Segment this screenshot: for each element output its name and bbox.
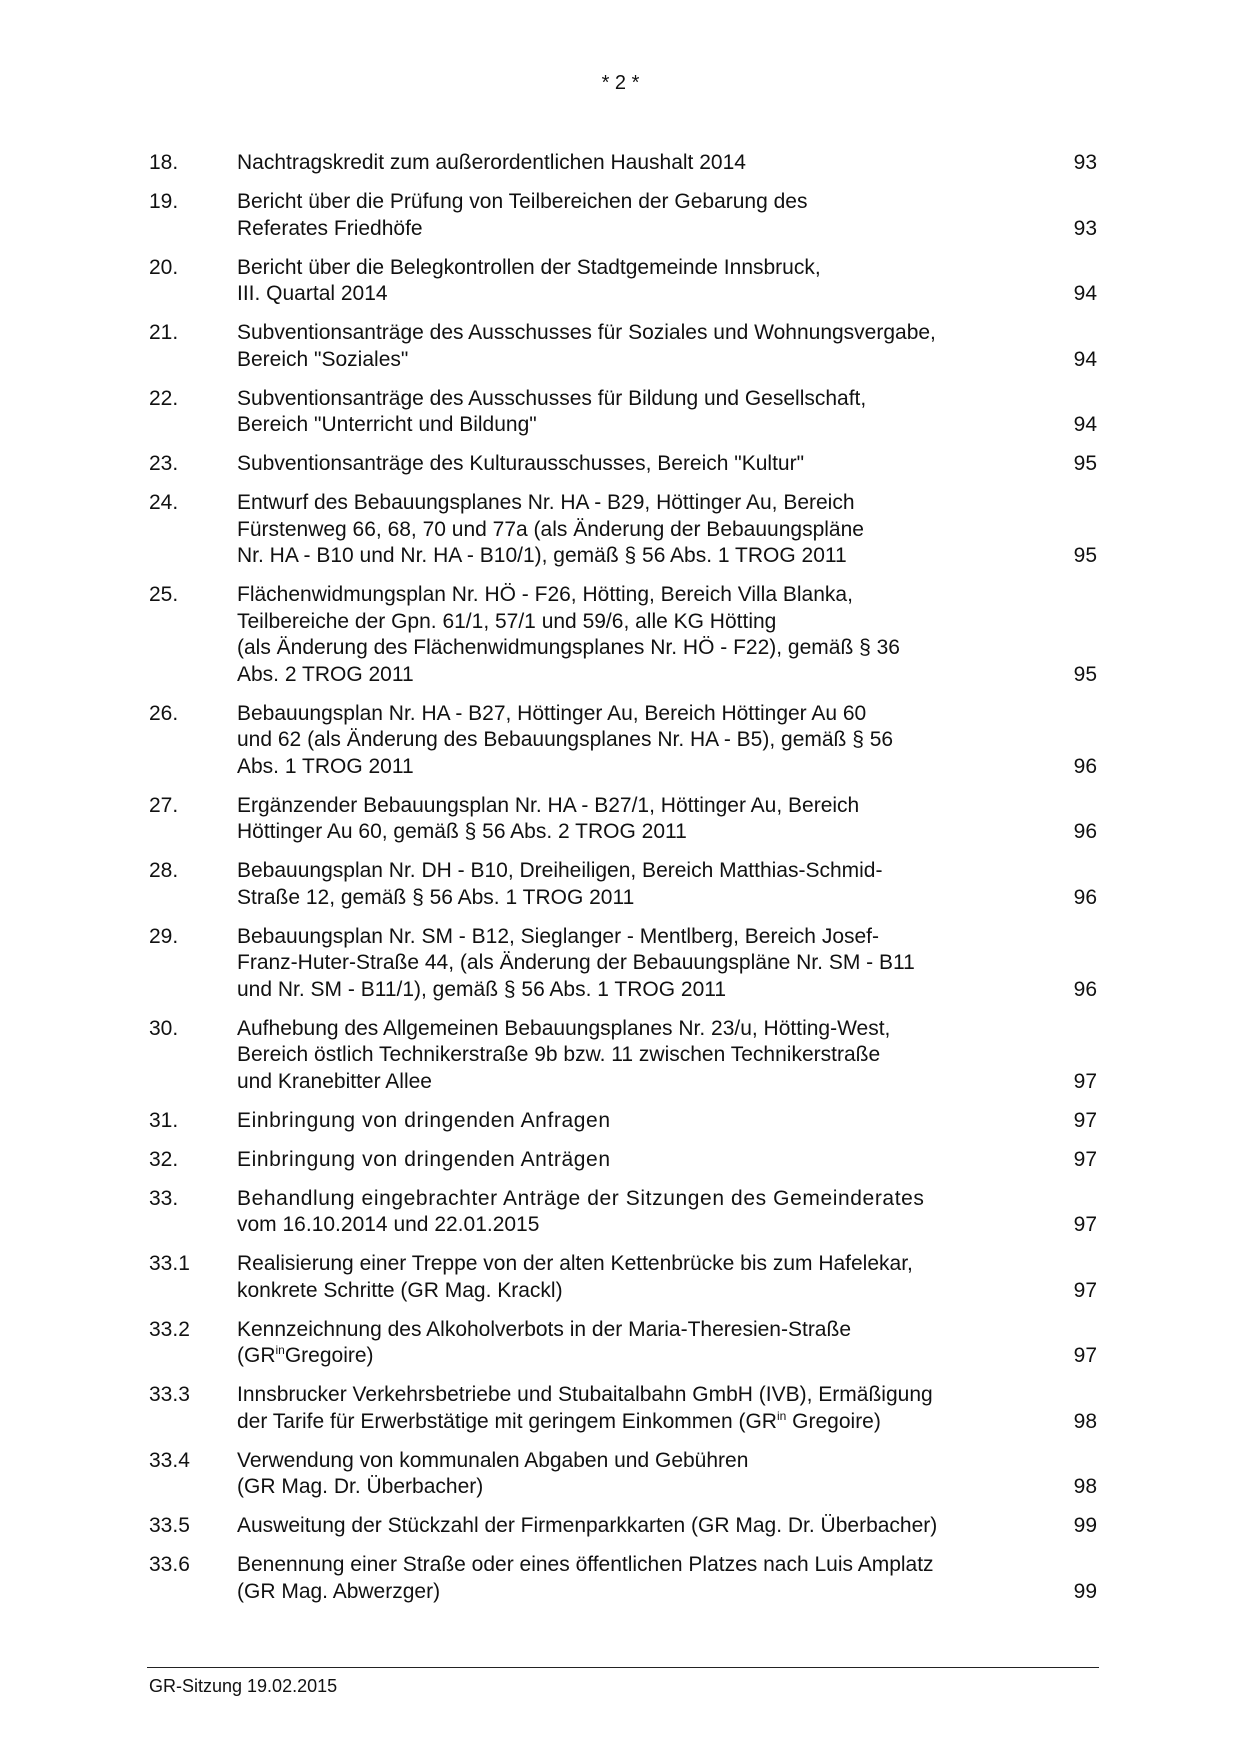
entry-line: Teilbereiche der Gpn. 61/1, 57/1 und 59/6, alle KG Hötting — [237, 609, 777, 633]
entry-number: 33.1 — [149, 1252, 190, 1275]
entry-number: 33.3 — [149, 1383, 190, 1406]
entry-page: 95 — [1073, 544, 1097, 567]
entry-line: Franz-Huter-Straße 44, (als Änderung der Bebauungspläne Nr. SM - B11 — [237, 951, 915, 974]
entry-text — [237, 793, 1027, 846]
entry-line: Aufhebung des Allgemeinen Bebauungsplanes Nr. 23/u, Hötting-West, — [237, 1016, 891, 1040]
toc-entry-32 — [149, 1147, 1097, 1174]
entry-line: Entwurf des Bebauungsplanes Nr. HA - B29, Höttinger Au, Bereich — [237, 491, 855, 514]
entry-line: Höttinger Au 60, gemäß § 56 Abs. 2 TROG 2011 — [237, 820, 687, 843]
entry-line: Bereich "Soziales" — [237, 347, 409, 371]
entry-text — [237, 582, 1027, 688]
entry-number: 24. — [149, 491, 179, 514]
entry-line: Innsbrucker Verkehrsbetriebe und Stubaitalbahn GmbH (IVB), Ermäßigung — [237, 1383, 933, 1406]
toc-entry-24 — [149, 490, 1097, 570]
entry-page: 96 — [1073, 820, 1097, 843]
entry-number: 26. — [149, 701, 179, 725]
footer-divider — [147, 1667, 1099, 1668]
entry-text — [237, 701, 1027, 781]
entry-line — [237, 1343, 1027, 1370]
entry-line: Subventionsanträge des Ausschusses für Soziales und Wohnungsvergabe, — [237, 321, 936, 344]
entry-line: Subventionsanträge des Kulturausschusses, Bereich "Kultur" — [237, 452, 805, 475]
entry-line — [237, 1409, 1027, 1436]
entry-page: 97 — [1073, 1278, 1097, 1302]
entry-line: Einbringung von dringenden Anfragen — [237, 1108, 611, 1132]
entry-page: 97 — [1073, 1213, 1097, 1236]
toc-entry-21 — [149, 320, 1097, 373]
entry-line: Behandlung eingebrachter Anträge der Sitzungen des Gemeinderates — [237, 1186, 925, 1210]
entry-line: und Kranebitter Allee — [237, 1069, 432, 1093]
entry-page: 94 — [1073, 413, 1097, 436]
entry-line: Einbringung von dringenden Anträgen — [237, 1147, 611, 1171]
toc-entry-33-3 — [149, 1382, 1097, 1435]
entry-line: Ausweitung der Stückzahl der Firmenparkkarten (GR Mag. Dr. Überbacher) — [237, 1514, 938, 1537]
entry-line: Flächenwidmungsplan Nr. HÖ - F26, Hötting, Bereich Villa Blanka, — [237, 583, 853, 606]
entry-page: 93 — [1073, 151, 1097, 174]
entry-text — [237, 924, 1027, 1004]
toc-entry-33-4 — [149, 1448, 1097, 1501]
entry-number: 31. — [149, 1108, 179, 1132]
entry-line: Nachtragskredit zum außerordentlichen Haushalt 2014 — [237, 151, 746, 174]
entry-line: (GR Mag. Dr. Überbacher) — [237, 1475, 484, 1498]
entry-line: Benennung einer Straße oder eines öffentlichen Platzes nach Luis Amplatz — [237, 1553, 934, 1576]
entry-number: 30. — [149, 1016, 179, 1040]
entry-line: Kennzeichnung des Alkoholverbots in der Maria-Theresien-Straße — [237, 1317, 851, 1341]
entry-line-part: der Tarife für Erwerbstätige mit geringem Einkommen (GR — [237, 1409, 777, 1433]
entry-number: 28. — [149, 859, 179, 882]
entry-page: 99 — [1073, 1579, 1097, 1603]
entry-line: Referates Friedhöfe — [237, 216, 423, 240]
entry-line: vom 16.10.2014 und 22.01.2015 — [237, 1213, 540, 1236]
toc-entry-19 — [149, 189, 1097, 242]
page-number: * 2 * — [601, 72, 640, 94]
entry-line: und Nr. SM - B11/1), gemäß § 56 Abs. 1 TROG 2011 — [237, 977, 727, 1001]
entry-text — [237, 1448, 1027, 1501]
entry-number: 22. — [149, 386, 179, 410]
entry-line: Verwendung von kommunalen Abgaben und Gebühren — [237, 1448, 749, 1472]
toc-entry-28 — [149, 858, 1097, 911]
entry-number: 20. — [149, 255, 179, 279]
entry-text — [237, 386, 1027, 439]
toc-entry-31 — [149, 1108, 1097, 1135]
entry-line: (als Änderung des Flächenwidmungsplanes Nr. HÖ - F22), gemäß § 36 — [237, 636, 900, 659]
entry-text — [237, 1317, 1027, 1370]
entry-line: Bericht über die Belegkontrollen der Stadtgemeinde Innsbruck, — [237, 255, 821, 279]
entry-text — [237, 320, 1027, 373]
entry-line: Bereich "Unterricht und Bildung" — [237, 413, 537, 436]
entry-line: Abs. 1 TROG 2011 — [237, 754, 414, 778]
table-of-contents — [149, 150, 1097, 1618]
entry-text — [237, 1016, 1027, 1096]
entry-number: 25. — [149, 583, 179, 606]
entry-page: 98 — [1073, 1409, 1097, 1433]
entry-line: Bericht über die Prüfung von Teilbereichen der Gebarung des — [237, 190, 808, 213]
entry-text — [237, 490, 1027, 570]
toc-entry-23 — [149, 451, 1097, 478]
entry-line: und 62 (als Änderung des Bebauungsplanes Nr. HA - B5), gemäß § 56 — [237, 728, 894, 751]
entry-number: 33. — [149, 1186, 179, 1210]
entry-page: 96 — [1073, 885, 1097, 909]
entry-number: 33.4 — [149, 1448, 190, 1472]
entry-line: Fürstenweg 66, 68, 70 und 77a (als Änderung der Bebauungspläne — [237, 517, 864, 541]
entry-page: 97 — [1073, 1344, 1097, 1367]
toc-entry-26 — [149, 701, 1097, 781]
entry-number: 33.5 — [149, 1514, 190, 1537]
toc-entry-33-6 — [149, 1552, 1097, 1605]
entry-text — [237, 451, 1027, 478]
entry-text — [237, 1513, 1027, 1540]
entry-text — [237, 1147, 1027, 1174]
toc-entry-33-2 — [149, 1317, 1097, 1370]
entry-line: III. Quartal 2014 — [237, 282, 388, 305]
entry-line: Bebauungsplan Nr. SM - B12, Sieglanger - Mentlberg, Bereich Josef- — [237, 924, 880, 948]
toc-entry-33 — [149, 1186, 1097, 1239]
entry-page: 97 — [1073, 1069, 1097, 1093]
superscript-in: in — [275, 1343, 285, 1357]
entry-page: 95 — [1073, 452, 1097, 475]
entry-text — [237, 189, 1027, 242]
toc-entry-33-1 — [149, 1251, 1097, 1304]
entry-page: 93 — [1073, 216, 1097, 240]
entry-number: 27. — [149, 793, 179, 817]
toc-entry-25 — [149, 582, 1097, 688]
entry-text — [237, 255, 1027, 308]
superscript-in: in — [776, 1408, 787, 1423]
entry-line: Ergänzender Bebauungsplan Nr. HA - B27/1, Höttinger Au, Bereich — [237, 793, 860, 817]
entry-text — [237, 150, 1027, 177]
entry-line-part: (GR — [237, 1344, 276, 1367]
entry-text — [237, 1186, 1027, 1239]
entry-line: Bebauungsplan Nr. HA - B27, Höttinger Au, Bereich Höttinger Au 60 — [237, 701, 867, 725]
entry-page: 97 — [1073, 1147, 1097, 1171]
entry-page: 99 — [1073, 1514, 1097, 1537]
entry-page: 96 — [1073, 977, 1097, 1001]
entry-line-part: Gregoire) — [786, 1409, 881, 1433]
toc-entry-18 — [149, 150, 1097, 177]
entry-line: Abs. 2 TROG 2011 — [237, 662, 414, 686]
toc-entry-30 — [149, 1016, 1097, 1096]
entry-page: 98 — [1073, 1475, 1097, 1498]
entry-text — [237, 1552, 1027, 1605]
toc-entry-33-5 — [149, 1513, 1097, 1540]
entry-line: Subventionsanträge des Ausschusses für Bildung und Gesellschaft, — [237, 386, 867, 410]
entry-line-part: Gregoire) — [284, 1344, 374, 1367]
entry-number: 19. — [149, 190, 179, 213]
entry-number: 32. — [149, 1147, 179, 1171]
entry-text — [237, 1251, 1027, 1304]
entry-text — [237, 1382, 1027, 1435]
entry-number: 18. — [149, 151, 179, 174]
entry-number: 21. — [149, 321, 179, 344]
entry-number: 33.2 — [149, 1317, 190, 1341]
entry-line: (GR Mag. Abwerzger) — [237, 1579, 441, 1603]
entry-page: 94 — [1073, 282, 1097, 305]
toc-entry-27 — [149, 793, 1097, 846]
entry-page: 95 — [1073, 662, 1097, 686]
entry-text — [237, 1108, 1027, 1135]
entry-line: Straße 12, gemäß § 56 Abs. 1 TROG 2011 — [237, 885, 635, 909]
toc-entry-20 — [149, 255, 1097, 308]
entry-line: Realisierung einer Treppe von der alten Kettenbrücke bis zum Hafelekar, — [237, 1252, 913, 1275]
entry-line: Nr. HA - B10 und Nr. HA - B10/1), gemäß § 56 Abs. 1 TROG 2011 — [237, 544, 847, 567]
entry-page: 94 — [1073, 347, 1097, 371]
entry-number: 23. — [149, 452, 179, 475]
entry-page: 96 — [1073, 754, 1097, 778]
entry-text — [237, 858, 1027, 911]
entry-number: 29. — [149, 924, 179, 948]
entry-line: Bebauungsplan Nr. DH - B10, Dreiheiligen, Bereich Matthias-Schmid- — [237, 859, 883, 882]
entry-line: Bereich östlich Technikerstraße 9b bzw. 11 zwischen Technikerstraße — [237, 1043, 881, 1066]
toc-entry-29 — [149, 924, 1097, 1004]
footer-text: GR-Sitzung 19.02.2015 — [149, 1676, 338, 1696]
entry-page: 97 — [1073, 1108, 1097, 1132]
entry-number: 33.6 — [149, 1553, 190, 1576]
toc-entry-22 — [149, 386, 1097, 439]
entry-line: konkrete Schritte (GR Mag. Krackl) — [237, 1278, 563, 1302]
